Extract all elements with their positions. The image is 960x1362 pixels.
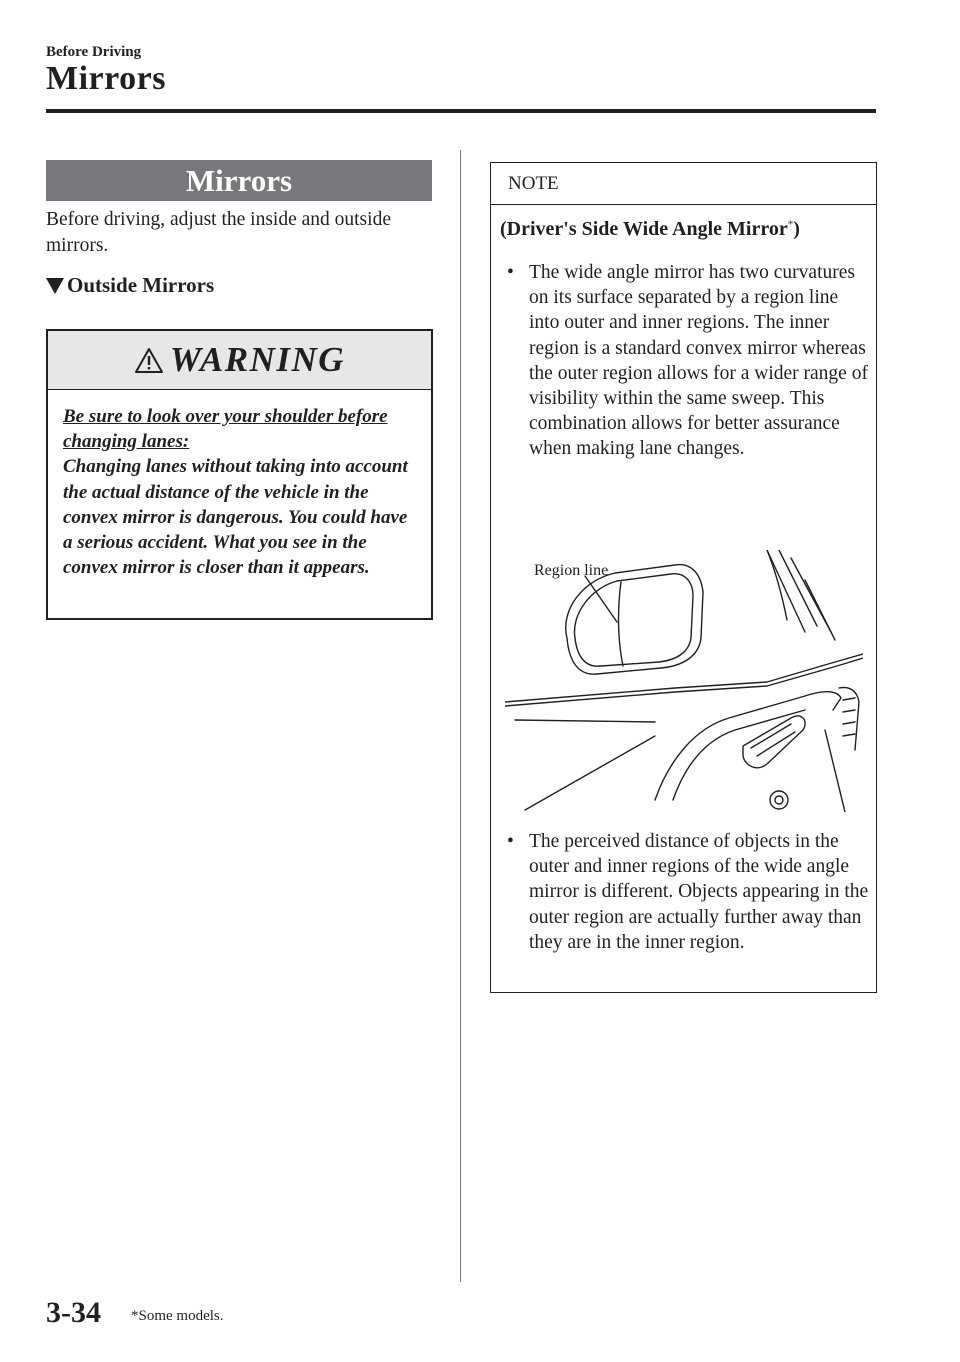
mirror-illustration (505, 550, 863, 812)
note-subtitle-close: ) (793, 218, 800, 240)
subheading-outside-mirrors (46, 273, 214, 298)
note-bullet-1 (504, 260, 869, 462)
page-number: 3-34 (46, 1296, 101, 1329)
bullet-dot: • (507, 831, 514, 852)
warning-box (46, 329, 433, 620)
column-divider (460, 150, 461, 1282)
region-line-label: Region line (534, 562, 609, 579)
note-bullet-2 (504, 829, 869, 955)
warning-triangle-icon (134, 347, 164, 374)
intro-paragraph: Before driving, adjust the inside and outside mirrors. (46, 209, 391, 256)
subheading-text: Outside Mirrors (67, 273, 215, 297)
page-title: Mirrors (46, 60, 166, 97)
mirror-drawing (505, 550, 863, 812)
triangle-down-icon (46, 278, 64, 294)
note-box (490, 162, 877, 993)
note-subtitle-mark: * (787, 218, 794, 231)
note-subtitle (500, 218, 800, 241)
note-bullet-text: The perceived distance of objects in the outer and inner regions of the wide angle mirror is different. Objects appearing in the outer region are actually further away than they are in the inner region. (529, 831, 869, 953)
section-label: Before Driving (46, 44, 142, 60)
footnote: *Some models. (131, 1308, 224, 1324)
warning-title: WARNING (169, 340, 346, 379)
section-banner: Mirrors (46, 160, 432, 201)
warning-text: Changing lanes without taking into account the actual distance of the vehicle in the convex mirror is dangerous. You could have a serious accident. What you see in the convex mirror is closer than it appears. (63, 456, 408, 579)
note-bullet-text: The wide angle mirror has two curvatures on its surface separated by a region line into outer and inner regions. The inner region is a standard convex mirror whereas the outer region allows for a wider range of visibility within the same sweep. This combination allows for better assurance when making lane changes. (529, 262, 868, 460)
warning-body (48, 390, 431, 580)
warning-lead: Be sure to look over your shoulder before changing lanes: (63, 406, 388, 453)
warning-header (48, 331, 431, 390)
note-subtitle-text: (Driver's Side Wide Angle Mirror (500, 218, 788, 240)
header-rule (46, 109, 876, 113)
note-header: NOTE (491, 163, 876, 205)
bullet-dot: • (507, 262, 514, 283)
